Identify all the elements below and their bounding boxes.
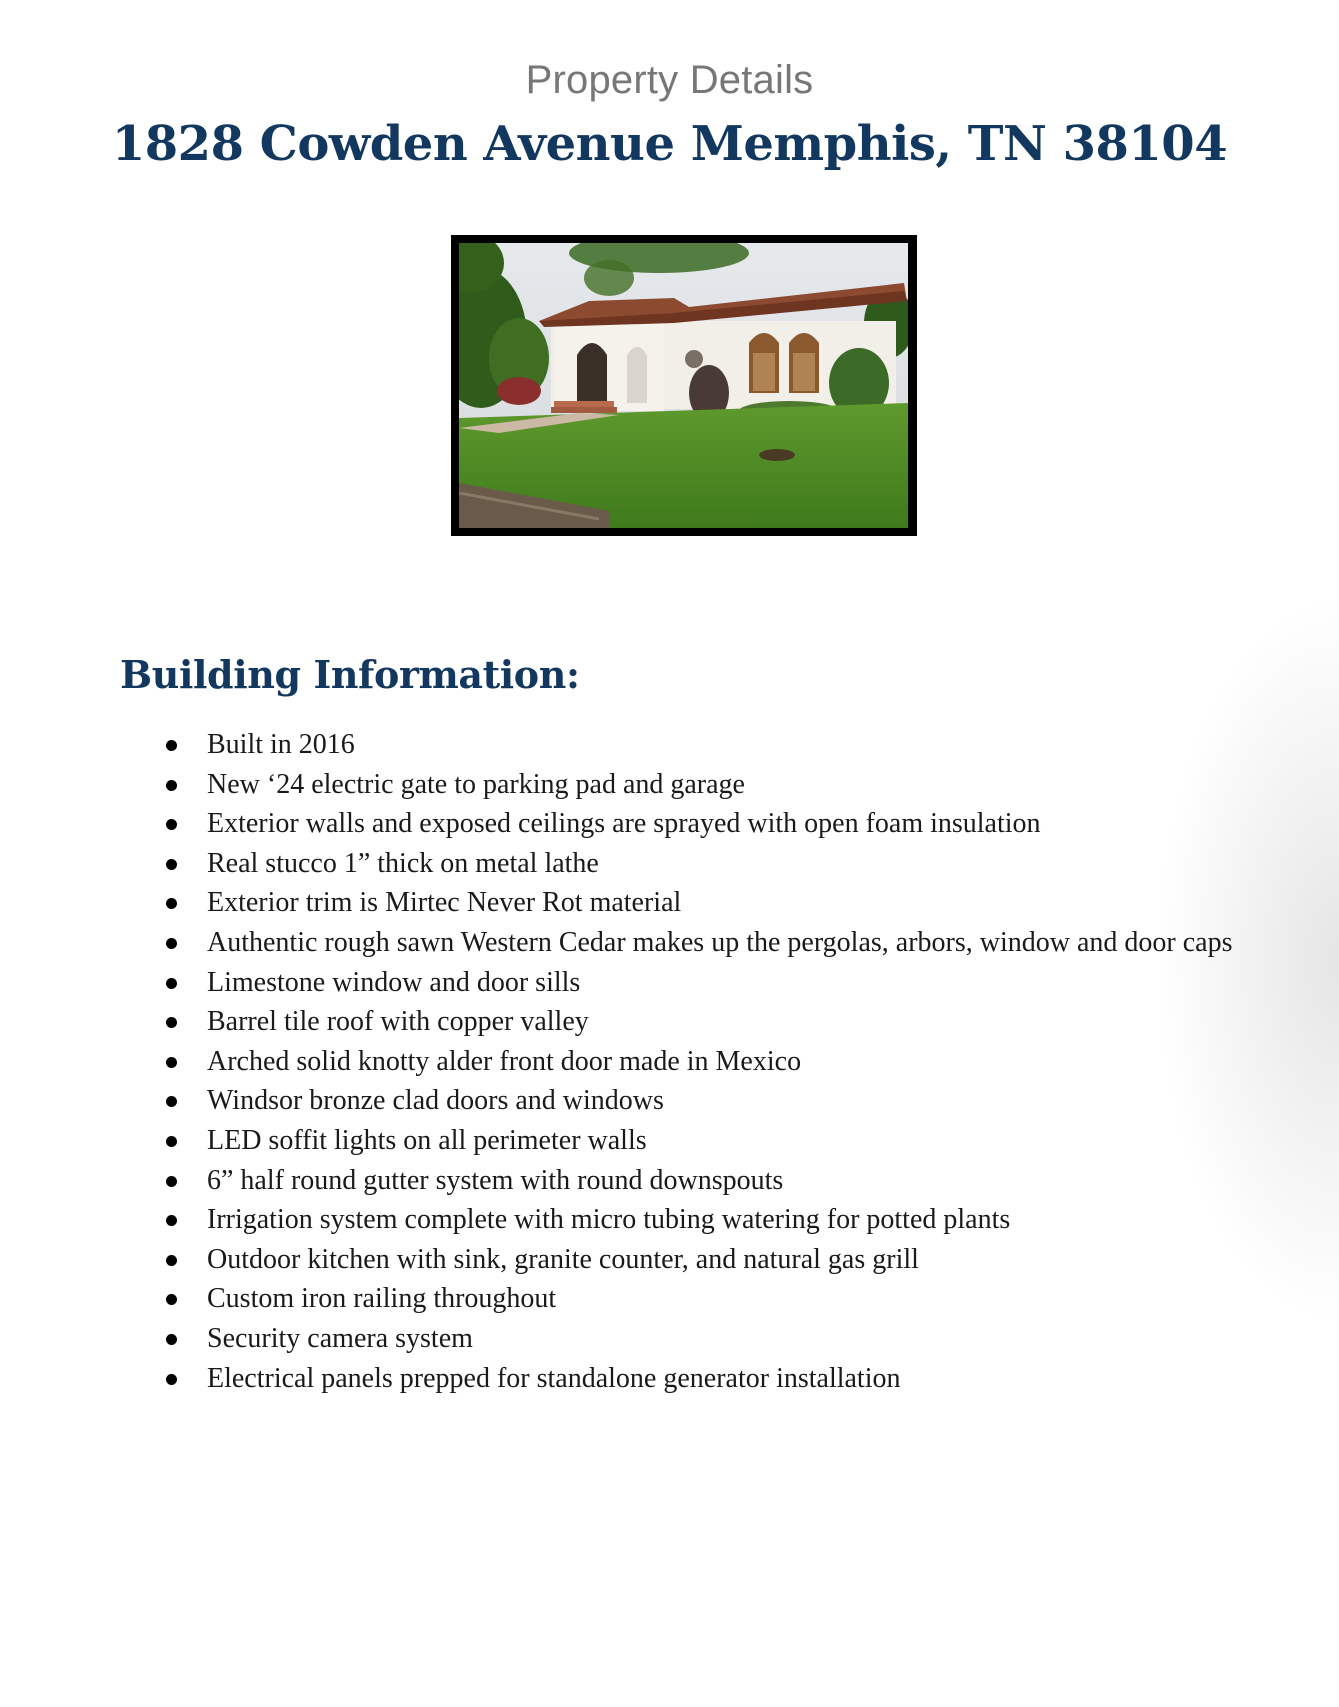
bullet-icon	[166, 1057, 177, 1068]
list-item-text: Limestone window and door sills	[207, 966, 581, 998]
list-item-text: New ‘24 electric gate to parking pad and garage	[207, 768, 745, 800]
bullet-icon	[166, 859, 177, 870]
bullet-icon	[166, 780, 177, 791]
bullet-icon	[166, 1294, 177, 1305]
list-item-text: Outdoor kitchen with sink, granite counter, and natural gas grill	[207, 1243, 919, 1275]
list-item-text: Electrical panels prepped for standalone generator installation	[207, 1362, 901, 1394]
list-item-text: Barrel tile roof with copper valley	[207, 1006, 589, 1038]
list-item	[160, 1240, 1270, 1280]
list-item-text: Built in 2016	[207, 729, 355, 760]
list-item-text: Exterior trim is Mirtec Never Rot material	[207, 887, 682, 919]
list-item	[160, 804, 1270, 844]
property-photo	[451, 235, 917, 536]
list-item	[160, 963, 1270, 1003]
list-item	[160, 1121, 1270, 1161]
bullet-icon	[166, 1017, 177, 1028]
bullet-icon	[166, 978, 177, 989]
bullet-icon	[166, 1334, 177, 1345]
bullet-icon	[166, 938, 177, 949]
bullet-icon	[166, 1176, 177, 1187]
bullet-icon	[166, 819, 177, 830]
building-features-list	[160, 725, 1270, 1398]
house-photo-icon	[459, 243, 908, 528]
list-item-text: LED soffit lights on all perimeter walls	[207, 1124, 647, 1156]
list-item-text: Authentic rough sawn Western Cedar makes up the pergolas, arbors, window and door caps	[207, 926, 1233, 958]
list-item	[160, 1081, 1270, 1121]
list-item-text: Custom iron railing throughout	[207, 1283, 557, 1315]
list-item	[160, 883, 1270, 923]
bullet-icon	[166, 740, 177, 751]
list-item	[160, 765, 1270, 805]
bullet-icon	[166, 1136, 177, 1147]
bullet-icon	[166, 1255, 177, 1266]
list-item	[160, 1002, 1270, 1042]
building-information-heading: Building Information:	[120, 652, 580, 697]
list-item	[160, 844, 1270, 884]
bullet-icon	[166, 898, 177, 909]
list-item-text: Irrigation system complete with micro tubing watering for potted plants	[207, 1204, 1011, 1236]
property-address-title: 1828 Cowden Avenue Memphis, TN 38104	[111, 116, 1228, 172]
list-item	[160, 1359, 1270, 1399]
list-item	[160, 1161, 1270, 1201]
list-item-text: Security camera system	[207, 1322, 473, 1354]
list-item	[160, 1200, 1270, 1240]
list-item	[160, 923, 1270, 963]
list-item	[160, 725, 1270, 765]
list-item-text: Windsor bronze clad doors and windows	[207, 1085, 664, 1117]
list-item-text: Exterior walls and exposed ceilings are sprayed with open foam insulation	[207, 808, 1041, 840]
bullet-icon	[166, 1215, 177, 1226]
bullet-icon	[166, 1374, 177, 1385]
list-item-text: Arched solid knotty alder front door made in Mexico	[207, 1045, 802, 1077]
list-item-text: Real stucco 1” thick on metal lathe	[207, 847, 599, 879]
list-item	[160, 1279, 1270, 1319]
list-item	[160, 1319, 1270, 1359]
page-subtitle: Property Details	[525, 58, 814, 102]
list-item	[160, 1042, 1270, 1082]
list-item-text: 6” half round gutter system with round downspouts	[207, 1164, 784, 1196]
bullet-icon	[166, 1096, 177, 1107]
